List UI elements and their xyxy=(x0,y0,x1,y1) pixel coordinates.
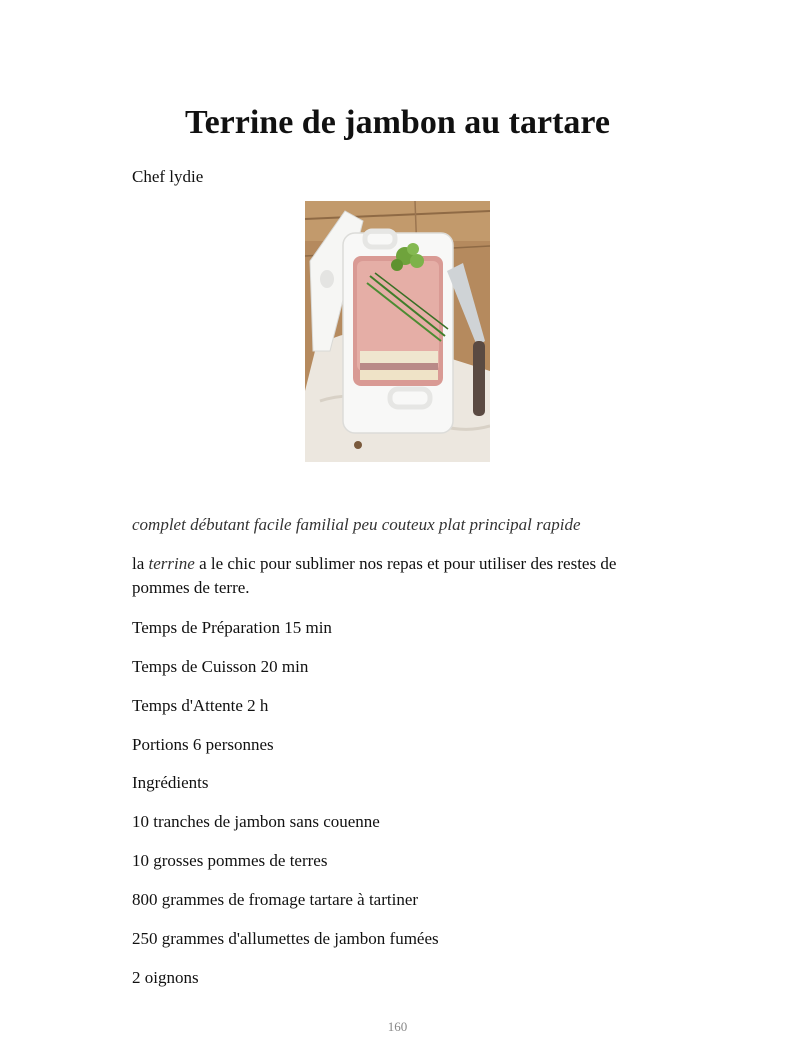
terrine-photo xyxy=(305,201,490,462)
ingredient-item: 10 tranches de jambon sans couenne xyxy=(132,812,380,831)
intro-highlight: terrine xyxy=(148,554,195,573)
intro-prefix: la xyxy=(132,554,145,573)
ingredient-item: 800 grammes de fromage tartare à tartiner xyxy=(132,890,419,909)
recipe-author: Chef lydie xyxy=(132,167,204,186)
ingredient-item: 10 grosses pommes de terres xyxy=(132,851,328,870)
ingredients-heading: Ingrédients xyxy=(132,773,209,792)
recipe-intro xyxy=(132,552,677,600)
recipe-tags: complet débutant facile familial peu couteux plat principal rapide xyxy=(132,515,581,534)
cook-time: Temps de Cuisson 20 min xyxy=(132,657,309,676)
ingredient-item: 250 grammes d'allumettes de jambon fumées xyxy=(132,929,439,948)
wait-time: Temps d'Attente 2 h xyxy=(132,696,269,715)
ingredient-item: 2 oignons xyxy=(132,968,199,987)
intro-rest: a le chic pour sublimer nos repas et pour utiliser des restes de pommes de terre. xyxy=(132,554,617,597)
prep-time: Temps de Préparation 15 min xyxy=(132,618,332,637)
page-number: 160 xyxy=(387,1019,408,1034)
servings: Portions 6 personnes xyxy=(132,735,274,754)
recipe-title: Terrine de jambon au tartare xyxy=(185,104,610,141)
